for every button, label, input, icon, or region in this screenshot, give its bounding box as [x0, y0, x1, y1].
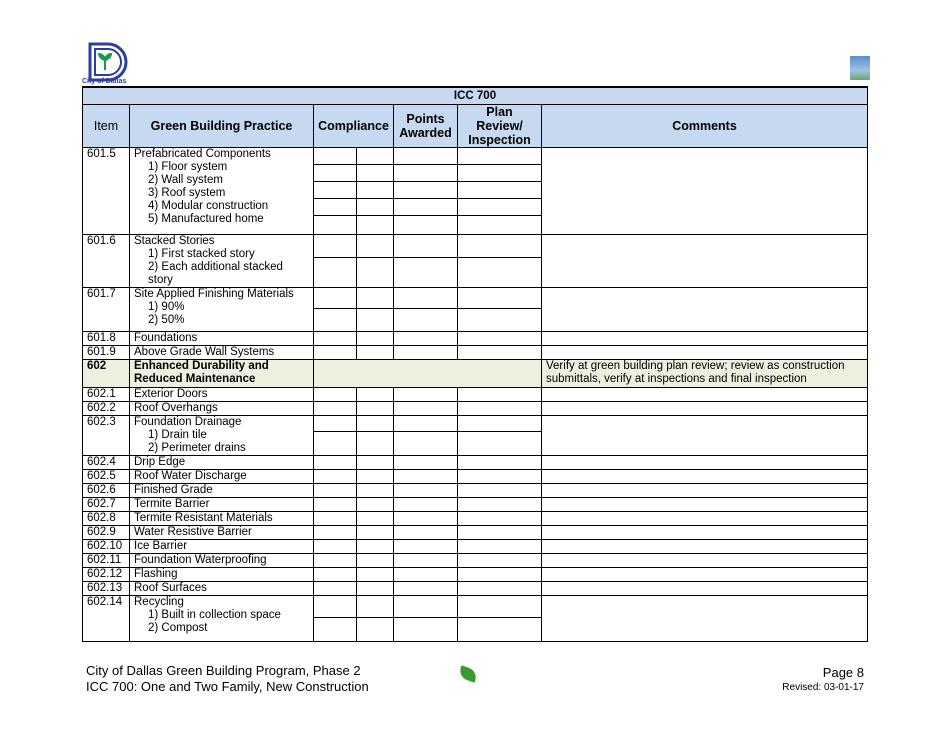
- points-cell[interactable]: [394, 235, 458, 288]
- compliance-yes-cell[interactable]: [314, 402, 357, 416]
- plan-review-cell[interactable]: [458, 568, 542, 582]
- table-row: [83, 388, 868, 402]
- comment-cell[interactable]: [542, 540, 868, 554]
- plan-review-cell[interactable]: [458, 554, 542, 568]
- practice: [130, 346, 314, 360]
- practice-option: 1) Drain tile: [148, 429, 207, 441]
- points-cell[interactable]: [394, 596, 458, 642]
- compliance-yes-cell[interactable]: [314, 288, 357, 332]
- comment-cell[interactable]: [542, 456, 868, 470]
- points-cell[interactable]: [394, 288, 458, 332]
- points-cell[interactable]: [394, 470, 458, 484]
- comment-cell[interactable]: [542, 526, 868, 540]
- program-logo-icon: [850, 56, 870, 80]
- comment-cell[interactable]: [542, 148, 868, 235]
- item-number: 602.11: [83, 554, 130, 568]
- comment-cell[interactable]: [542, 498, 868, 512]
- footer-left: [86, 663, 369, 695]
- practice-title: Enhanced Durability and Reduced Maintenance: [134, 360, 269, 385]
- compliance-yes-cell[interactable]: [314, 456, 357, 470]
- practice-title: Drip Edge: [134, 456, 186, 468]
- practice-title: Water Resistive Barrier: [134, 526, 252, 538]
- practice: [130, 568, 314, 582]
- practice-option: 1) First stacked story: [148, 248, 255, 260]
- item-number: 601.7: [83, 288, 130, 332]
- practice: [130, 288, 314, 332]
- item-number: 602: [83, 360, 130, 388]
- points-cell[interactable]: [394, 498, 458, 512]
- table-row: [83, 554, 868, 568]
- points-cell[interactable]: [394, 582, 458, 596]
- practice-option: 1) Built in collection space: [148, 609, 281, 621]
- practice-title: Termite Resistant Materials: [134, 512, 273, 524]
- plan-review-cell[interactable]: [458, 332, 542, 346]
- practice: [130, 388, 314, 402]
- comment-cell[interactable]: [542, 596, 868, 642]
- practice: [130, 360, 314, 388]
- practice-option: 2) Compost: [148, 622, 208, 634]
- practice: [130, 456, 314, 470]
- points-cell[interactable]: [394, 416, 458, 456]
- comment-cell[interactable]: [542, 332, 868, 346]
- practice-title: Ice Barrier: [134, 540, 188, 552]
- points-cell[interactable]: [394, 554, 458, 568]
- compliance-yes-cell[interactable]: [314, 470, 357, 484]
- practice-title: Foundations: [134, 332, 198, 344]
- compliance-no-cell[interactable]: [357, 456, 394, 470]
- points-cell[interactable]: [394, 388, 458, 402]
- practice-option: 2) 50%: [148, 314, 185, 326]
- item-number: 602.2: [83, 402, 130, 416]
- practice-option: 1) Floor system: [148, 161, 228, 173]
- item-number: 602.5: [83, 470, 130, 484]
- practice-title: Prefabricated Components: [134, 148, 271, 160]
- plan-review-cell[interactable]: [458, 498, 542, 512]
- leaf-icon: [457, 665, 478, 682]
- practice-option: 3) Roof system: [148, 187, 226, 199]
- plan-review-cell[interactable]: [458, 235, 542, 288]
- table-row: [83, 332, 868, 346]
- plan-review-cell[interactable]: [458, 148, 542, 235]
- comment: Verify at green building plan review; review as construction submittals, verify at inspections and final inspection: [542, 360, 868, 388]
- comment-cell[interactable]: [542, 470, 868, 484]
- practice: [130, 554, 314, 568]
- col-plan-review: Plan Review/ Inspection: [458, 105, 542, 148]
- practice: [130, 416, 314, 456]
- comment-cell[interactable]: [542, 346, 868, 360]
- practice: [130, 540, 314, 554]
- practice-title: Exterior Doors: [134, 388, 208, 400]
- practice: [130, 498, 314, 512]
- item-number: 602.13: [83, 582, 130, 596]
- points-cell[interactable]: [394, 484, 458, 498]
- points-cell[interactable]: [394, 346, 458, 360]
- plan-review-cell[interactable]: [458, 526, 542, 540]
- table-row: [83, 526, 868, 540]
- table-row: [83, 402, 868, 416]
- compliance-no-cell[interactable]: [357, 484, 394, 498]
- item-number: 601.6: [83, 235, 130, 288]
- item-number: 602.4: [83, 456, 130, 470]
- compliance-yes-cell[interactable]: [314, 235, 357, 288]
- practice-title: Roof Overhangs: [134, 402, 218, 414]
- plan-review-cell[interactable]: [458, 346, 542, 360]
- footer-subtitle: ICC 700: One and Two Family, New Construction: [86, 679, 369, 694]
- comment-cell[interactable]: [542, 235, 868, 288]
- plan-review-cell[interactable]: [458, 402, 542, 416]
- table-row: [83, 470, 868, 484]
- compliance-yes-cell[interactable]: [314, 596, 357, 642]
- compliance-no-cell[interactable]: [357, 582, 394, 596]
- plan-review-cell[interactable]: [458, 484, 542, 498]
- item-number: 602.6: [83, 484, 130, 498]
- item-number: 602.8: [83, 512, 130, 526]
- comment-cell[interactable]: [542, 582, 868, 596]
- practice: [130, 332, 314, 346]
- footer-program: City of Dallas Green Building Program, Phase 2: [86, 663, 361, 678]
- points-cell[interactable]: [394, 456, 458, 470]
- plan-review-cell[interactable]: [458, 540, 542, 554]
- compliance-yes-cell[interactable]: [314, 346, 357, 360]
- practice: [130, 512, 314, 526]
- practice-title: Roof Surfaces: [134, 582, 207, 594]
- item-number: 602.9: [83, 526, 130, 540]
- compliance-no-cell[interactable]: [357, 332, 394, 346]
- practice-option: 5) Manufactured home: [148, 213, 264, 225]
- compliance-no-cell[interactable]: [357, 416, 394, 456]
- comment-cell[interactable]: [542, 512, 868, 526]
- points-cell[interactable]: [394, 402, 458, 416]
- compliance-no-cell[interactable]: [357, 470, 394, 484]
- item-number: 602.10: [83, 540, 130, 554]
- table-row: [83, 596, 868, 642]
- practice-option: 2) Each additional stacked story: [148, 261, 283, 286]
- col-points: Points Awarded: [394, 105, 458, 148]
- col-compliance: Compliance: [314, 105, 394, 148]
- compliance-no-cell[interactable]: [357, 388, 394, 402]
- practice-option: 1) 90%: [148, 301, 185, 313]
- item-number: 602.7: [83, 498, 130, 512]
- compliance-yes-cell[interactable]: [314, 388, 357, 402]
- compliance-yes-cell[interactable]: [314, 540, 357, 554]
- table-title: ICC 700: [83, 87, 868, 105]
- table-row: [83, 360, 868, 388]
- table-row: [83, 568, 868, 582]
- points-cell[interactable]: [394, 148, 458, 235]
- item-number: 601.5: [83, 148, 130, 235]
- logo-text: City of Dallas: [82, 78, 127, 85]
- practice: [130, 402, 314, 416]
- table-row: [83, 484, 868, 498]
- practice-title: Foundation Waterproofing: [134, 554, 267, 566]
- compliance-yes-cell[interactable]: [314, 568, 357, 582]
- table-row: [83, 148, 868, 235]
- points-cell[interactable]: [394, 332, 458, 346]
- practice-title: Roof Water Discharge: [134, 470, 247, 482]
- table-row: [83, 582, 868, 596]
- table-row: [83, 346, 868, 360]
- table-row: [83, 540, 868, 554]
- practice: [130, 582, 314, 596]
- practice-title: Flashing: [134, 568, 178, 580]
- compliance-no-cell[interactable]: [357, 235, 394, 288]
- plan-review-cell[interactable]: [458, 512, 542, 526]
- points-cell[interactable]: [394, 512, 458, 526]
- practice: [130, 526, 314, 540]
- practice-option: 2) Wall system: [148, 174, 223, 186]
- section-blank: [314, 360, 542, 388]
- practice: [130, 470, 314, 484]
- practice-option: 2) Perimeter drains: [148, 442, 246, 454]
- compliance-yes-cell[interactable]: [314, 148, 357, 235]
- comment-cell[interactable]: [542, 402, 868, 416]
- item-number: 602.12: [83, 568, 130, 582]
- plan-review-cell[interactable]: [458, 456, 542, 470]
- practice-title: Stacked Stories: [134, 235, 215, 247]
- compliance-yes-cell[interactable]: [314, 526, 357, 540]
- col-item: Item: [83, 105, 130, 148]
- practice-title: Termite Barrier: [134, 498, 210, 510]
- compliance-yes-cell[interactable]: [314, 332, 357, 346]
- compliance-no-cell[interactable]: [357, 148, 394, 235]
- table-row: [83, 235, 868, 288]
- item-number: 602.14: [83, 596, 130, 642]
- compliance-yes-cell[interactable]: [314, 416, 357, 456]
- practice-title: Above Grade Wall Systems: [134, 346, 275, 358]
- table-row: [83, 512, 868, 526]
- compliance-no-cell[interactable]: [357, 526, 394, 540]
- practice-title: Finished Grade: [134, 484, 213, 496]
- compliance-no-cell[interactable]: [357, 554, 394, 568]
- practice: [130, 596, 314, 642]
- plan-review-cell[interactable]: [458, 470, 542, 484]
- item-number: 602.3: [83, 416, 130, 456]
- compliance-no-cell[interactable]: [357, 288, 394, 332]
- practice-option: 4) Modular construction: [148, 200, 269, 212]
- practice: [130, 235, 314, 288]
- compliance-yes-cell[interactable]: [314, 582, 357, 596]
- compliance-no-cell[interactable]: [357, 498, 394, 512]
- comment-cell[interactable]: [542, 288, 868, 332]
- practice-title: Recycling: [134, 596, 184, 608]
- icc700-checklist-table: [82, 86, 868, 642]
- plan-review-cell[interactable]: [458, 416, 542, 456]
- plan-review-cell[interactable]: [458, 596, 542, 642]
- table-row: [83, 456, 868, 470]
- revised-date: Revised: 03-01-17: [782, 682, 864, 693]
- comment-cell[interactable]: [542, 484, 868, 498]
- practice: [130, 484, 314, 498]
- footer-right: [782, 665, 864, 695]
- plan-review-cell[interactable]: [458, 388, 542, 402]
- compliance-no-cell[interactable]: [357, 512, 394, 526]
- plan-review-cell[interactable]: [458, 288, 542, 332]
- comment-cell[interactable]: [542, 554, 868, 568]
- compliance-no-cell[interactable]: [357, 568, 394, 582]
- col-comments: Comments: [542, 105, 868, 148]
- compliance-no-cell[interactable]: [357, 540, 394, 554]
- comment-cell[interactable]: [542, 568, 868, 582]
- compliance-no-cell[interactable]: [357, 402, 394, 416]
- comment-cell[interactable]: [542, 416, 868, 456]
- item-number: 601.9: [83, 346, 130, 360]
- compliance-yes-cell[interactable]: [314, 484, 357, 498]
- practice-title: Foundation Drainage: [134, 416, 242, 428]
- compliance-no-cell[interactable]: [357, 346, 394, 360]
- table-row: [83, 498, 868, 512]
- plan-review-cell[interactable]: [458, 582, 542, 596]
- practice: [130, 148, 314, 235]
- practice-title: Site Applied Finishing Materials: [134, 288, 294, 300]
- points-cell[interactable]: [394, 540, 458, 554]
- compliance-yes-cell[interactable]: [314, 554, 357, 568]
- item-number: 601.8: [83, 332, 130, 346]
- points-cell[interactable]: [394, 568, 458, 582]
- points-cell[interactable]: [394, 526, 458, 540]
- table-row: [83, 288, 868, 332]
- table-row: [83, 416, 868, 456]
- compliance-yes-cell[interactable]: [314, 512, 357, 526]
- comment-cell[interactable]: [542, 388, 868, 402]
- compliance-yes-cell[interactable]: [314, 498, 357, 512]
- page-number: Page 8: [822, 665, 864, 680]
- compliance-no-cell[interactable]: [357, 596, 394, 642]
- col-practice: Green Building Practice: [130, 105, 314, 148]
- item-number: 602.1: [83, 388, 130, 402]
